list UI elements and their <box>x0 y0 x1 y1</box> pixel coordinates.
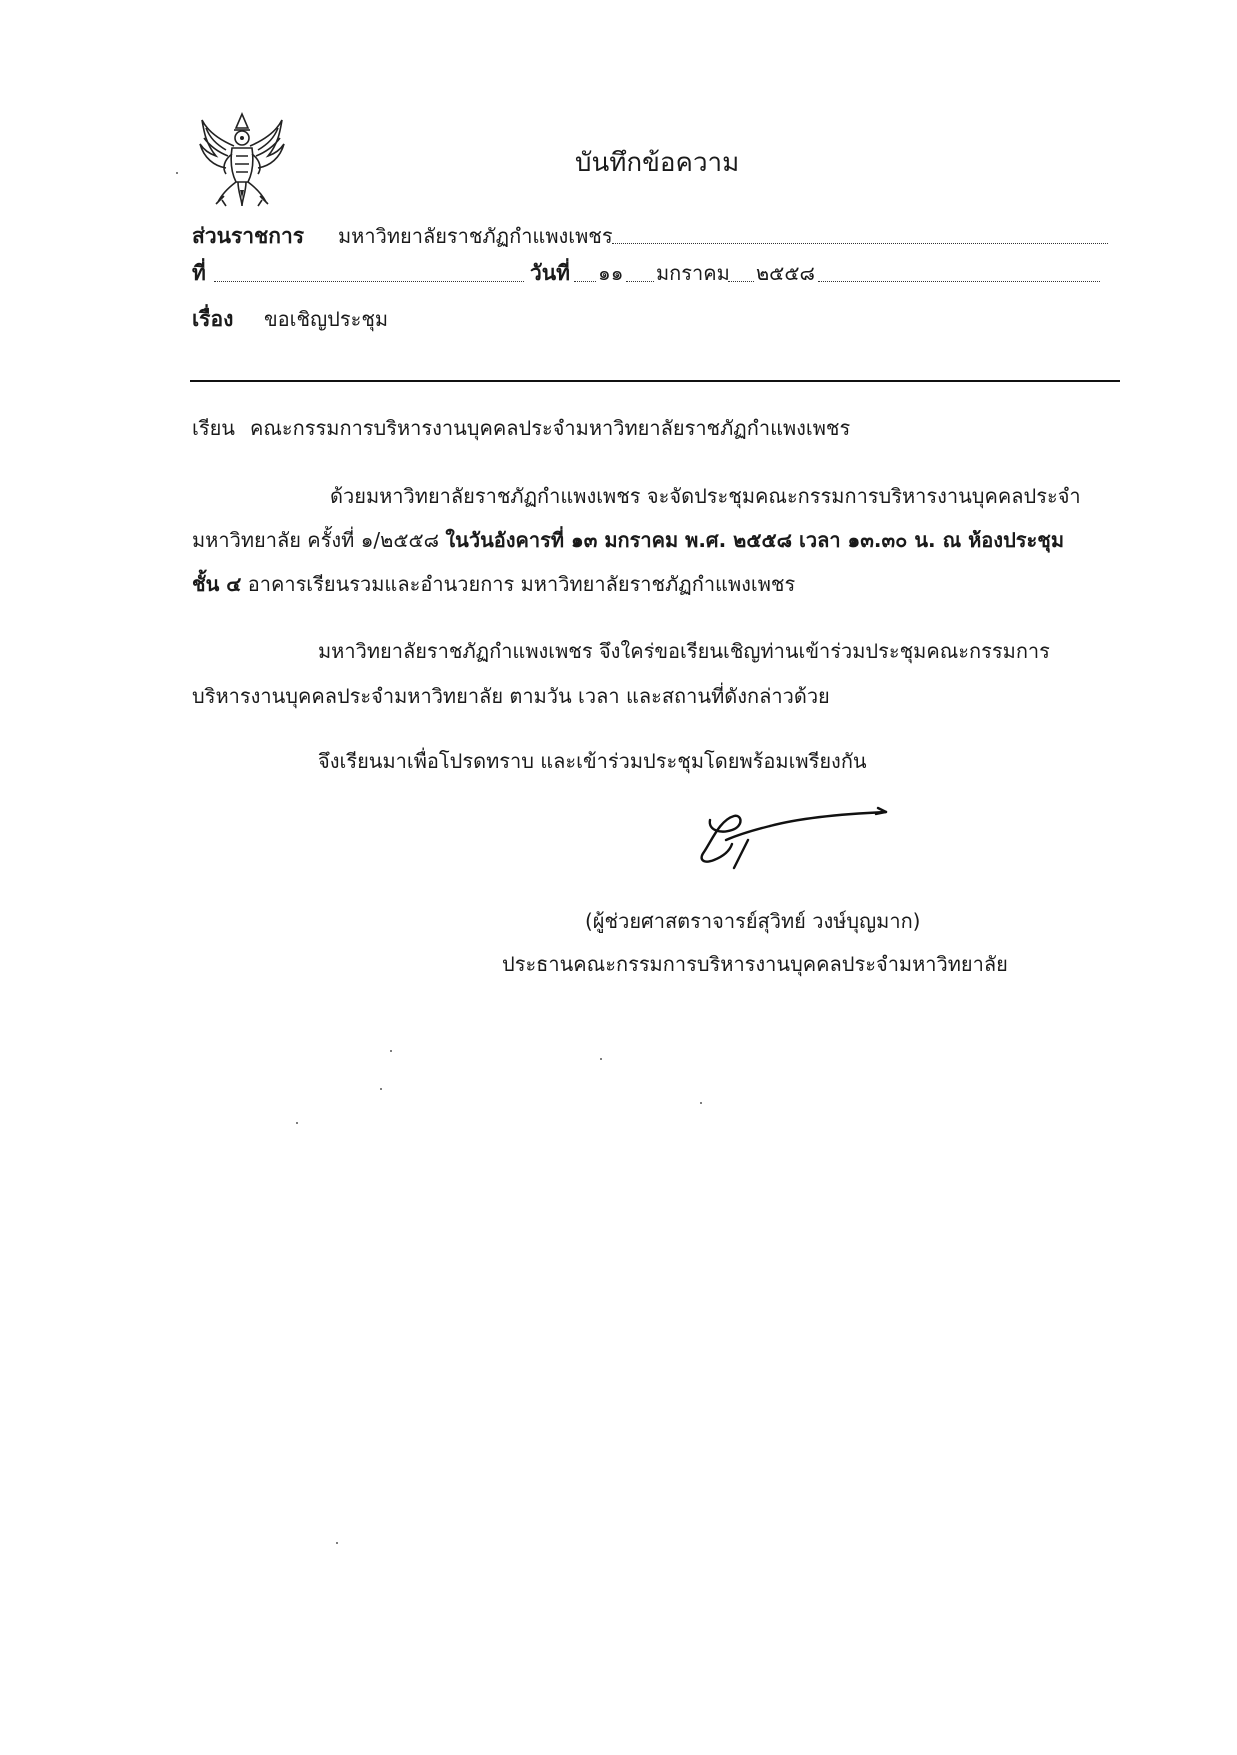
subject-label: เรื่อง <box>192 307 234 331</box>
agency-dotted-line <box>612 243 1108 244</box>
paragraph-1-line-3-normal: อาคารเรียนรวมและอำนวยการ มหาวิทยาลัยราชภัฏกำแพงเพชร <box>241 572 796 596</box>
to-label: เรียน <box>192 416 235 440</box>
date-dots-4 <box>818 281 1100 282</box>
scan-speck <box>390 1050 392 1052</box>
signatory-position: ประธานคณะกรรมการบริหารงานบุคคลประจำมหาวิทยาลัย <box>502 952 1008 976</box>
paragraph-1-line-3 <box>192 568 795 600</box>
garuda-emblem-icon <box>196 110 288 210</box>
to-value: คณะกรรมการบริหารงานบุคคลประจำมหาวิทยาลัยราชภัฏกำแพงเพชร <box>250 416 851 440</box>
paragraph-1-line-3-bold: ชั้น ๔ <box>192 572 242 596</box>
scan-speck <box>600 1058 602 1060</box>
header-divider <box>190 380 1120 382</box>
date-dots-1 <box>574 281 596 282</box>
paragraph-1-line-1: ด้วยมหาวิทยาลัยราชภัฏกำแพงเพชร จะจัดประชุมคณะกรรมการบริหารงานบุคคลประจำ <box>330 484 1081 508</box>
date-year: ๒๕๕๘ <box>756 261 815 285</box>
signatory-name: (ผู้ช่วยศาสตราจารย์สุวิทย์ วงษ์บุญมาก) <box>585 909 921 933</box>
scan-speck <box>380 1088 382 1090</box>
scan-speck <box>176 172 178 174</box>
handwritten-signature-icon <box>690 800 890 875</box>
paragraph-2-line-2: บริหารงานบุคคลประจำมหาวิทยาลัย ตามวัน เวลา และสถานที่ดังกล่าวด้วย <box>192 684 830 708</box>
scan-speck <box>296 1122 298 1124</box>
paragraph-1-line-2-bold: ในวันอังคารที่ ๑๓ มกราคม พ.ศ. ๒๕๕๘ เวลา ๑๓.๓๐ น. ณ ห้องประชุม <box>445 528 1064 552</box>
date-month: มกราคม <box>656 261 730 285</box>
agency-label: ส่วนราชการ <box>192 224 305 248</box>
date-day: ๑๑ <box>598 261 624 285</box>
paragraph-3: จึงเรียนมาเพื่อโปรดทราบ และเข้าร่วมประชุมโดยพร้อมเพรียงกัน <box>318 749 867 773</box>
scan-speck <box>700 1102 702 1104</box>
date-label: วันที่ <box>530 261 570 285</box>
subject-value: ขอเชิญประชุม <box>264 307 389 331</box>
date-dots-2 <box>626 281 654 282</box>
paragraph-2-line-1: มหาวิทยาลัยราชภัฏกำแพงเพชร จึงใคร่ขอเรียนเชิญท่านเข้าร่วมประชุมคณะกรรมการ <box>318 639 1050 663</box>
scan-speck <box>336 1542 338 1544</box>
number-label: ที่ <box>192 261 206 285</box>
number-dotted-line <box>214 281 524 282</box>
paragraph-1-line-2 <box>192 524 1064 556</box>
paragraph-1-line-2-normal: มหาวิทยาลัย ครั้งที่ ๑/๒๕๕๘ <box>192 528 446 552</box>
date-dots-3 <box>728 281 754 282</box>
memo-title: บันทึกข้อความ <box>575 148 740 178</box>
agency-value: มหาวิทยาลัยราชภัฏกำแพงเพชร <box>338 224 613 248</box>
